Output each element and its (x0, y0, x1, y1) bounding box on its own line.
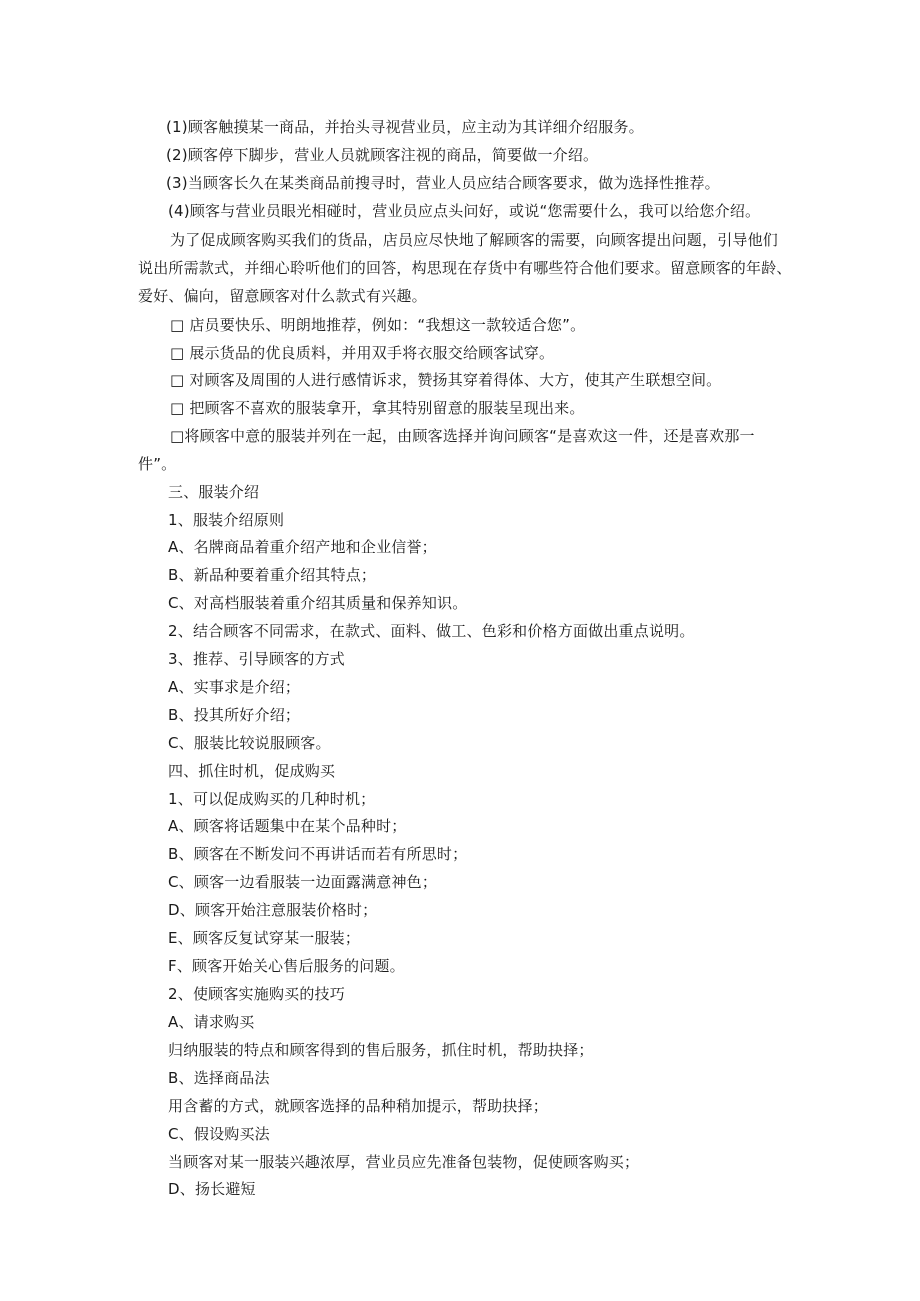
list-item: C、顾客一边看服装一边面露满意神色； (168, 873, 438, 891)
list-item: F、顾客开始关心售后服务的问题。 (168, 957, 405, 975)
list-item: B、新品种要着重介绍其特点； (168, 566, 377, 584)
list-item: D、扬长避短 (168, 1180, 256, 1198)
list-item: A、顾客将话题集中在某个品种时； (168, 817, 407, 835)
checkbox-item: □ 把顾客不喜欢的服装拿开，拿其特别留意的服装呈现出来。 (170, 399, 585, 417)
section-heading: 四、抓住时机，促成购买 (168, 762, 336, 780)
checkbox-item-continued: 件”。 (138, 455, 177, 473)
paragraph-line: 爱好、偏向，留意顾客对什么款式有兴趣。 (138, 287, 427, 305)
list-item: B、选择商品法 (168, 1069, 270, 1087)
checkbox-item: □ 展示货品的优良质料，并用双手将衣服交给顾客试穿。 (170, 344, 555, 362)
list-item: C、对高档服装着重介绍其质量和保养知识。 (168, 594, 468, 612)
section-heading: 三、服装介绍 (168, 483, 260, 501)
checkbox-item: □ 对顾客及周围的人进行感情诉求，赞扬其穿着得体、大方，使其产生联想空间。 (170, 371, 722, 389)
list-item: A、实事求是介绍； (168, 678, 301, 696)
list-item: A、请求购买 (168, 1013, 255, 1031)
checkbox-item: □ 店员要快乐、明朗地推荐，例如：“我想这一款较适合您”。 (170, 316, 586, 334)
checkbox-item: □将顾客中意的服装并列在一起，由顾客选择并询问顾客“是喜欢这一件，还是喜欢那一 (170, 427, 755, 445)
paragraph-line: 为了促成顾客购买我们的货品，店员应尽快地了解顾客的需要，向顾客提出问题，引导他们 (170, 231, 779, 249)
list-item-description: 归纳服装的特点和顾客得到的售后服务，抓住时机，帮助抉择； (168, 1041, 594, 1059)
list-item: D、顾客开始注意服装价格时； (168, 901, 378, 919)
subsection-heading: 1、服装介绍原则 (168, 511, 285, 529)
subsection-heading: 1、可以促成购买的几种时机； (168, 790, 376, 808)
list-item: B、投其所好介绍； (168, 706, 301, 724)
list-item-description: 用含蓄的方式，就顾客选择的品种稍加提示，帮助抉择； (168, 1097, 549, 1115)
list-item: A、名牌商品着重介绍产地和企业信誉； (168, 538, 437, 556)
list-item: B、顾客在不断发问不再讲话而若有所思时； (168, 845, 468, 863)
list-item-description: 当顾客对某一服装兴趣浓厚，营业员应先准备包装物，促使顾客购买； (168, 1153, 640, 1171)
list-item: E、顾客反复试穿某一服装； (168, 929, 361, 947)
text-line: (1)顾客触摸某一商品，并抬头寻视营业员，应主动为其详细介绍服务。 (166, 118, 644, 136)
subsection-heading: 2、结合顾客不同需求，在款式、面料、做工、色彩和价格方面做出重点说明。 (168, 622, 695, 640)
text-line: (4)顾客与营业员眼光相碰时，营业员应点头问好，或说“您需要什么，我可以给您介绍。 (168, 202, 761, 220)
text-line: (2)顾客停下脚步，营业人员就顾客注视的商品，简要做一介绍。 (166, 146, 599, 164)
subsection-heading: 3、推荐、引导顾客的方式 (168, 650, 345, 668)
list-item: C、服装比较说服顾客。 (168, 734, 331, 752)
paragraph-line: 说出所需款式，并细心聆听他们的回答，构思现在存货中有哪些符合他们要求。留意顾客的年龄、 (138, 259, 792, 277)
list-item: C、假设购买法 (168, 1125, 270, 1143)
text-line: (3)当顾客长久在某类商品前搜寻时，营业人员应结合顾客要求，做为选择性推荐。 (166, 174, 720, 192)
subsection-heading: 2、使顾客实施购买的技巧 (168, 985, 345, 1003)
